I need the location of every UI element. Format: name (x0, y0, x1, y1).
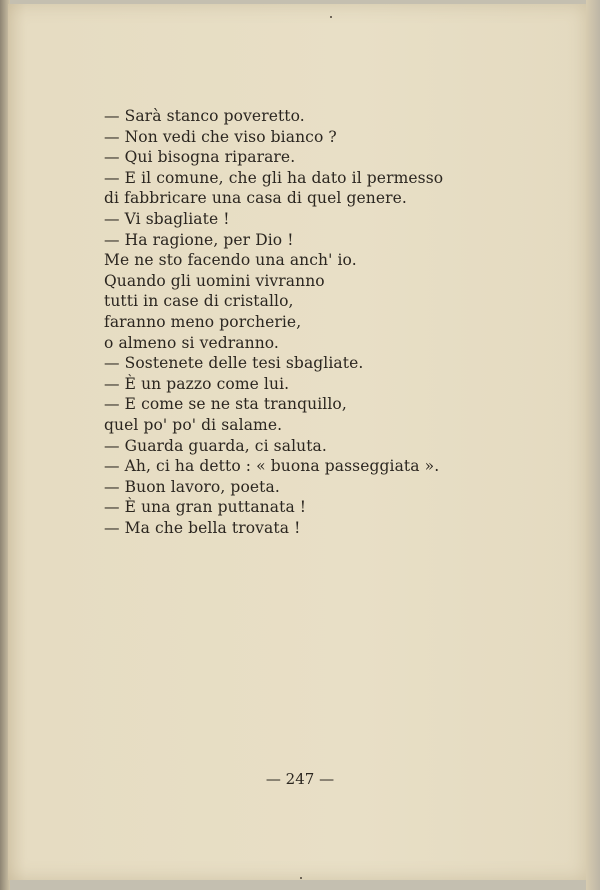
poem-text (104, 106, 464, 538)
poem-line: — Ah, ci ha detto : « buona passeggiata ». (104, 457, 440, 476)
poem-line: — Ma che bella trovata ! (104, 518, 301, 537)
poem-line: quel po' po' di salame. (104, 415, 283, 434)
poem-line: — Ha ragione, per Dio ! (104, 230, 294, 249)
poem-line: — È un pazzo come lui. (104, 374, 290, 393)
poem-line: Me ne sto facendo una anch' io. (104, 251, 357, 270)
poem-line: — Vi sbagliate ! (104, 209, 230, 228)
poem-line: faranno meno porcherie, (104, 312, 302, 331)
poem-line: — E come se ne sta tranquillo, (104, 395, 347, 414)
poem-line: — Sarà stanco poveretto. (104, 107, 305, 125)
poem-line: — Non vedi che viso bianco ? (104, 127, 337, 146)
poem-line: — Qui bisogna riparare. (104, 148, 296, 167)
poem-line: — E il comune, che gli ha dato il permesso (104, 168, 444, 187)
page-number: — 247 — (265, 770, 335, 788)
paper-speck (300, 877, 302, 879)
poem-line: — Sostenete delle tesi sbagliate. (104, 354, 364, 373)
poem-line: — È una gran puttanata ! (104, 498, 307, 517)
paper-speck (330, 16, 332, 18)
page-right-edge (586, 0, 600, 890)
poem-line: tutti in case di cristallo, (104, 292, 294, 311)
poem-line: — Guarda guarda, ci saluta. (104, 436, 327, 455)
poem-line: di fabbricare una casa di quel genere. (104, 189, 407, 208)
poem-line: Quando gli uomini vivranno (104, 271, 325, 290)
poem-line: — Buon lavoro, poeta. (104, 477, 280, 496)
poem-line: o almeno si vedranno. (104, 333, 279, 352)
